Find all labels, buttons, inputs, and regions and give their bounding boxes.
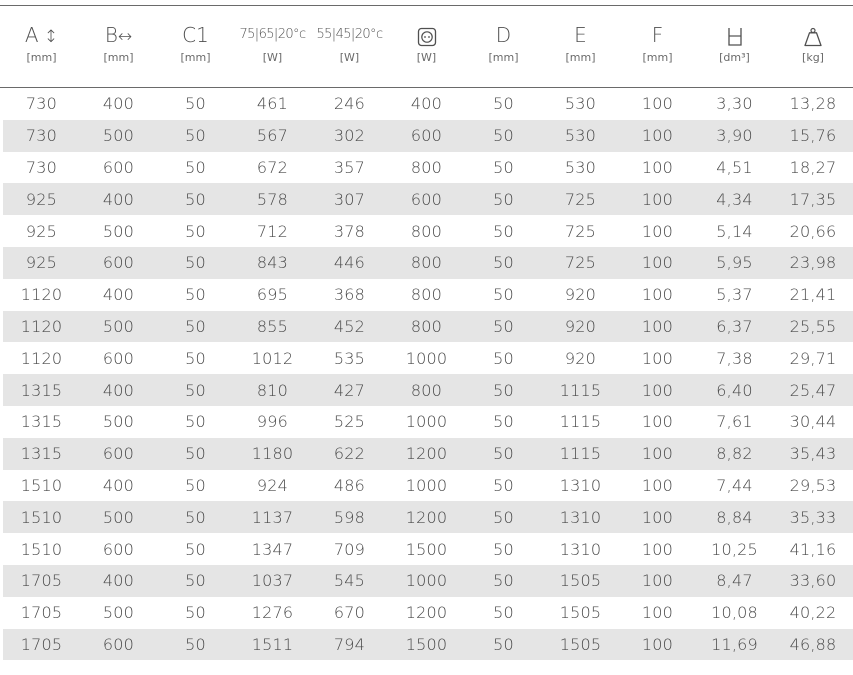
header-b-unit: [mm] [103, 51, 134, 64]
table-cell: 670 [333, 603, 366, 623]
table-cell: 855 [234, 311, 311, 343]
header-electric [388, 22, 465, 65]
table-row [3, 215, 853, 247]
table-cell: 567 [234, 120, 311, 152]
table-cell: 100 [641, 348, 674, 368]
table-cell: 50 [465, 183, 542, 215]
table-cell: 1500 [405, 539, 448, 559]
table-cell: 100 [619, 247, 696, 279]
table-cell: 1120 [3, 311, 80, 343]
table-cell: 1505 [559, 603, 602, 623]
table-row [3, 279, 853, 311]
table-cell: 50 [493, 412, 514, 432]
table-cell: 725 [542, 183, 619, 215]
spec-table-body [3, 88, 853, 660]
table-cell: 622 [311, 438, 388, 470]
vertical-arrows-icon: ↕ [38, 27, 59, 47]
table-cell: 1037 [234, 565, 311, 597]
table-cell: 100 [641, 539, 674, 559]
table-cell: 1137 [234, 501, 311, 533]
table-cell: 461 [256, 94, 289, 114]
header-e [542, 22, 619, 65]
table-cell: 1510 [20, 539, 63, 559]
table-row [3, 342, 853, 374]
table-cell: 30,44 [789, 412, 837, 432]
table-cell: 50 [465, 438, 542, 470]
table-cell: 23,98 [773, 247, 853, 279]
top-rule [0, 5, 853, 6]
header-b-symbol: B [104, 23, 118, 47]
table-cell: 3,30 [716, 94, 753, 114]
table-cell: 1310 [542, 501, 619, 533]
table-row [3, 438, 853, 470]
table-cell: 600 [80, 247, 157, 279]
table-cell: 100 [619, 501, 696, 533]
table-row [3, 374, 853, 406]
table-cell: 924 [256, 475, 289, 495]
table-cell: 500 [80, 120, 157, 152]
table-cell: 400 [80, 565, 157, 597]
table-cell: 810 [234, 374, 311, 406]
table-cell: 50 [185, 348, 206, 368]
table-cell: 1505 [542, 629, 619, 661]
table-cell: 800 [410, 221, 443, 241]
header-f-unit: [mm] [642, 51, 673, 64]
table-row [3, 597, 853, 629]
header-b [80, 22, 157, 65]
table-cell: 530 [542, 120, 619, 152]
horizontal-arrows-icon: ↔ [117, 27, 133, 47]
table-cell: 452 [311, 311, 388, 343]
table-cell: 29,71 [789, 348, 837, 368]
table-cell: 50 [465, 247, 542, 279]
table-cell: 11,69 [696, 629, 773, 661]
table-cell: 40,22 [789, 603, 837, 623]
table-row [3, 565, 853, 597]
table-cell: 1200 [405, 603, 448, 623]
table-cell: 100 [619, 565, 696, 597]
table-cell: 1200 [388, 501, 465, 533]
table-cell: 357 [333, 157, 366, 177]
table-cell: 50 [157, 565, 234, 597]
table-row [3, 533, 853, 565]
table-cell: 7,44 [716, 475, 753, 495]
table-cell: 695 [256, 285, 289, 305]
table-cell: 525 [333, 412, 366, 432]
table-cell: 50 [185, 221, 206, 241]
table-cell: 8,82 [696, 438, 773, 470]
table-cell: 600 [80, 438, 157, 470]
table-cell: 5,14 [716, 221, 753, 241]
header-c1-symbol: C1 [182, 23, 209, 47]
table-cell: 50 [185, 94, 206, 114]
table-cell: 5,37 [716, 285, 753, 305]
header-c1-unit: [mm] [180, 51, 211, 64]
table-cell: 100 [641, 475, 674, 495]
table-cell: 50 [465, 629, 542, 661]
table-cell: 996 [256, 412, 289, 432]
table-cell: 600 [388, 120, 465, 152]
table-cell: 1200 [388, 438, 465, 470]
table-cell: 1120 [20, 348, 63, 368]
table-cell: 302 [311, 120, 388, 152]
table-cell: 46,88 [773, 629, 853, 661]
table-row [3, 183, 853, 215]
table-cell: 486 [333, 475, 366, 495]
table-cell: 50 [493, 475, 514, 495]
table-cell: 368 [333, 285, 366, 305]
table-cell: 4,51 [716, 157, 753, 177]
header-power-75-65-20 [234, 22, 311, 65]
header-volume [696, 22, 773, 65]
table-cell: 1505 [542, 565, 619, 597]
header-power-75-unit: [W] [262, 51, 283, 64]
table-cell: 50 [185, 412, 206, 432]
table-cell: 246 [333, 94, 366, 114]
table-row [3, 629, 853, 661]
table-row [3, 311, 853, 343]
header-power-75-symbol: 75|65|20°c [239, 27, 306, 42]
table-row [3, 120, 853, 152]
header-electric-unit: [W] [416, 51, 437, 64]
table-cell: 33,60 [773, 565, 853, 597]
table-cell: 800 [388, 311, 465, 343]
table-cell: 25,47 [773, 374, 853, 406]
table-cell: 1115 [542, 438, 619, 470]
table-row [3, 152, 853, 184]
table-cell: 307 [311, 183, 388, 215]
table-cell: 1012 [251, 348, 294, 368]
table-cell: 530 [564, 94, 597, 114]
table-cell: 800 [388, 247, 465, 279]
table-row [3, 88, 853, 120]
table-cell: 7,38 [716, 348, 753, 368]
table-cell: 100 [641, 94, 674, 114]
table-cell: 1705 [3, 629, 80, 661]
header-power-55-unit: [W] [339, 51, 360, 64]
header-e-unit: [mm] [565, 51, 596, 64]
table-cell: 1310 [559, 475, 602, 495]
table-cell: 4,34 [696, 183, 773, 215]
table-cell: 8,84 [696, 501, 773, 533]
electric-socket-icon [417, 27, 437, 47]
table-cell: 794 [311, 629, 388, 661]
table-cell: 400 [80, 183, 157, 215]
table-cell: 50 [157, 501, 234, 533]
table-row [3, 406, 853, 438]
table-cell: 500 [80, 311, 157, 343]
table-cell: 50 [493, 221, 514, 241]
table-cell: 100 [619, 120, 696, 152]
table-cell: 1000 [405, 348, 448, 368]
table-cell: 17,35 [773, 183, 853, 215]
table-cell: 600 [102, 157, 135, 177]
header-c1 [157, 22, 234, 65]
table-cell: 100 [619, 374, 696, 406]
table-cell: 1347 [251, 539, 294, 559]
table-cell: 600 [388, 183, 465, 215]
table-cell: 925 [3, 183, 80, 215]
table-cell: 1115 [559, 412, 602, 432]
table-cell: 1315 [20, 412, 63, 432]
table-cell: 50 [157, 374, 234, 406]
table-cell: 545 [311, 565, 388, 597]
table-cell: 500 [102, 412, 135, 432]
table-cell: 712 [256, 221, 289, 241]
table-cell: 1510 [3, 501, 80, 533]
table-cell: 600 [80, 629, 157, 661]
table-cell: 400 [102, 94, 135, 114]
table-cell: 20,66 [789, 221, 837, 241]
table-cell: 41,16 [789, 539, 837, 559]
header-d-unit: [mm] [488, 51, 519, 64]
table-cell: 400 [410, 94, 443, 114]
table-cell: 578 [234, 183, 311, 215]
table-cell: 725 [564, 221, 597, 241]
table-cell: 50 [157, 629, 234, 661]
table-cell: 709 [333, 539, 366, 559]
table-cell: 10,08 [711, 603, 758, 623]
table-cell: 35,33 [773, 501, 853, 533]
table-cell: 50 [493, 539, 514, 559]
table-cell: 530 [564, 157, 597, 177]
spec-table [3, 88, 853, 660]
table-cell: 29,53 [789, 475, 837, 495]
header-e-symbol: E [574, 23, 587, 47]
table-cell: 800 [410, 285, 443, 305]
table-cell: 50 [185, 603, 206, 623]
table-cell: 50 [185, 285, 206, 305]
table-cell: 50 [465, 374, 542, 406]
table-cell: 1180 [234, 438, 311, 470]
header-f [619, 22, 696, 65]
table-cell: 400 [80, 374, 157, 406]
table-cell: 725 [542, 247, 619, 279]
table-cell: 50 [185, 539, 206, 559]
table-cell: 100 [641, 603, 674, 623]
table-cell: 50 [157, 438, 234, 470]
table-cell: 25,55 [773, 311, 853, 343]
table-cell: 1115 [542, 374, 619, 406]
water-volume-icon [727, 27, 743, 47]
table-cell: 50 [157, 311, 234, 343]
header-weight-unit: [kg] [802, 51, 824, 64]
table-cell: 50 [493, 603, 514, 623]
table-cell: 1315 [3, 374, 80, 406]
table-cell: 35,43 [773, 438, 853, 470]
header-power-55-45-20 [311, 22, 388, 65]
table-cell: 535 [333, 348, 366, 368]
table-cell: 800 [388, 374, 465, 406]
table-cell: 50 [493, 285, 514, 305]
table-cell: 100 [619, 438, 696, 470]
table-row [3, 501, 853, 533]
table-cell: 15,76 [773, 120, 853, 152]
header-weight [773, 22, 853, 65]
table-cell: 843 [234, 247, 311, 279]
table-cell: 1510 [20, 475, 63, 495]
table-cell: 50 [493, 348, 514, 368]
table-cell: 800 [410, 157, 443, 177]
table-cell: 1705 [3, 565, 80, 597]
table-cell: 400 [102, 475, 135, 495]
table-cell: 6,37 [696, 311, 773, 343]
table-cell: 1276 [251, 603, 294, 623]
table-row [3, 247, 853, 279]
table-cell: 7,61 [716, 412, 753, 432]
table-header [3, 22, 853, 65]
table-cell: 925 [3, 247, 80, 279]
table-cell: 1315 [3, 438, 80, 470]
table-cell: 50 [493, 157, 514, 177]
table-cell: 50 [185, 157, 206, 177]
table-cell: 6,40 [696, 374, 773, 406]
table-cell: 1511 [234, 629, 311, 661]
table-cell: 50 [465, 311, 542, 343]
table-cell: 1000 [388, 565, 465, 597]
table-cell: 100 [641, 412, 674, 432]
table-cell: 427 [311, 374, 388, 406]
table-cell: 1310 [559, 539, 602, 559]
table-cell: 100 [619, 183, 696, 215]
table-cell: 730 [25, 94, 58, 114]
table-cell: 100 [619, 311, 696, 343]
table-cell: 500 [102, 603, 135, 623]
table-cell: 400 [102, 285, 135, 305]
table-cell: 672 [256, 157, 289, 177]
table-cell: 13,28 [789, 94, 837, 114]
table-cell: 920 [564, 348, 597, 368]
table-cell: 50 [465, 501, 542, 533]
table-cell: 50 [465, 565, 542, 597]
table-cell: 100 [619, 629, 696, 661]
table-cell: 600 [102, 348, 135, 368]
table-cell: 600 [102, 539, 135, 559]
header-volume-unit: [dm³] [719, 51, 750, 64]
table-cell: 730 [25, 157, 58, 177]
table-cell: 100 [641, 221, 674, 241]
table-cell: 378 [333, 221, 366, 241]
table-row [3, 470, 853, 502]
table-cell: 50 [157, 183, 234, 215]
table-cell: 920 [564, 285, 597, 305]
table-cell: 1000 [405, 412, 448, 432]
table-cell: 730 [3, 120, 80, 152]
table-cell: 50 [157, 120, 234, 152]
table-cell: 50 [157, 247, 234, 279]
table-cell: 3,90 [696, 120, 773, 152]
table-cell: 18,27 [789, 157, 837, 177]
table-cell: 1000 [405, 475, 448, 495]
table-cell: 100 [641, 285, 674, 305]
table-cell: 21,41 [789, 285, 837, 305]
table-cell: 1500 [388, 629, 465, 661]
table-cell: 500 [102, 221, 135, 241]
header-a-symbol: A [24, 23, 39, 47]
header-d-symbol: D [495, 23, 512, 47]
header-power-55-symbol: 55|45|20°c [316, 27, 383, 42]
table-cell: 500 [80, 501, 157, 533]
table-cell: 1120 [20, 285, 63, 305]
table-cell: 925 [25, 221, 58, 241]
table-cell: 920 [542, 311, 619, 343]
header-d [465, 22, 542, 65]
table-cell: 10,25 [711, 539, 758, 559]
table-cell: 8,47 [696, 565, 773, 597]
table-cell: 50 [465, 120, 542, 152]
weight-icon [803, 27, 823, 47]
table-cell: 5,95 [696, 247, 773, 279]
header-f-symbol: F [651, 23, 664, 47]
table-cell: 598 [311, 501, 388, 533]
table-cell: 446 [311, 247, 388, 279]
table-cell: 50 [493, 94, 514, 114]
header-a [3, 22, 80, 65]
table-cell: 100 [641, 157, 674, 177]
header-a-unit: [mm] [26, 51, 57, 64]
table-cell: 1705 [20, 603, 63, 623]
table-cell: 50 [185, 475, 206, 495]
